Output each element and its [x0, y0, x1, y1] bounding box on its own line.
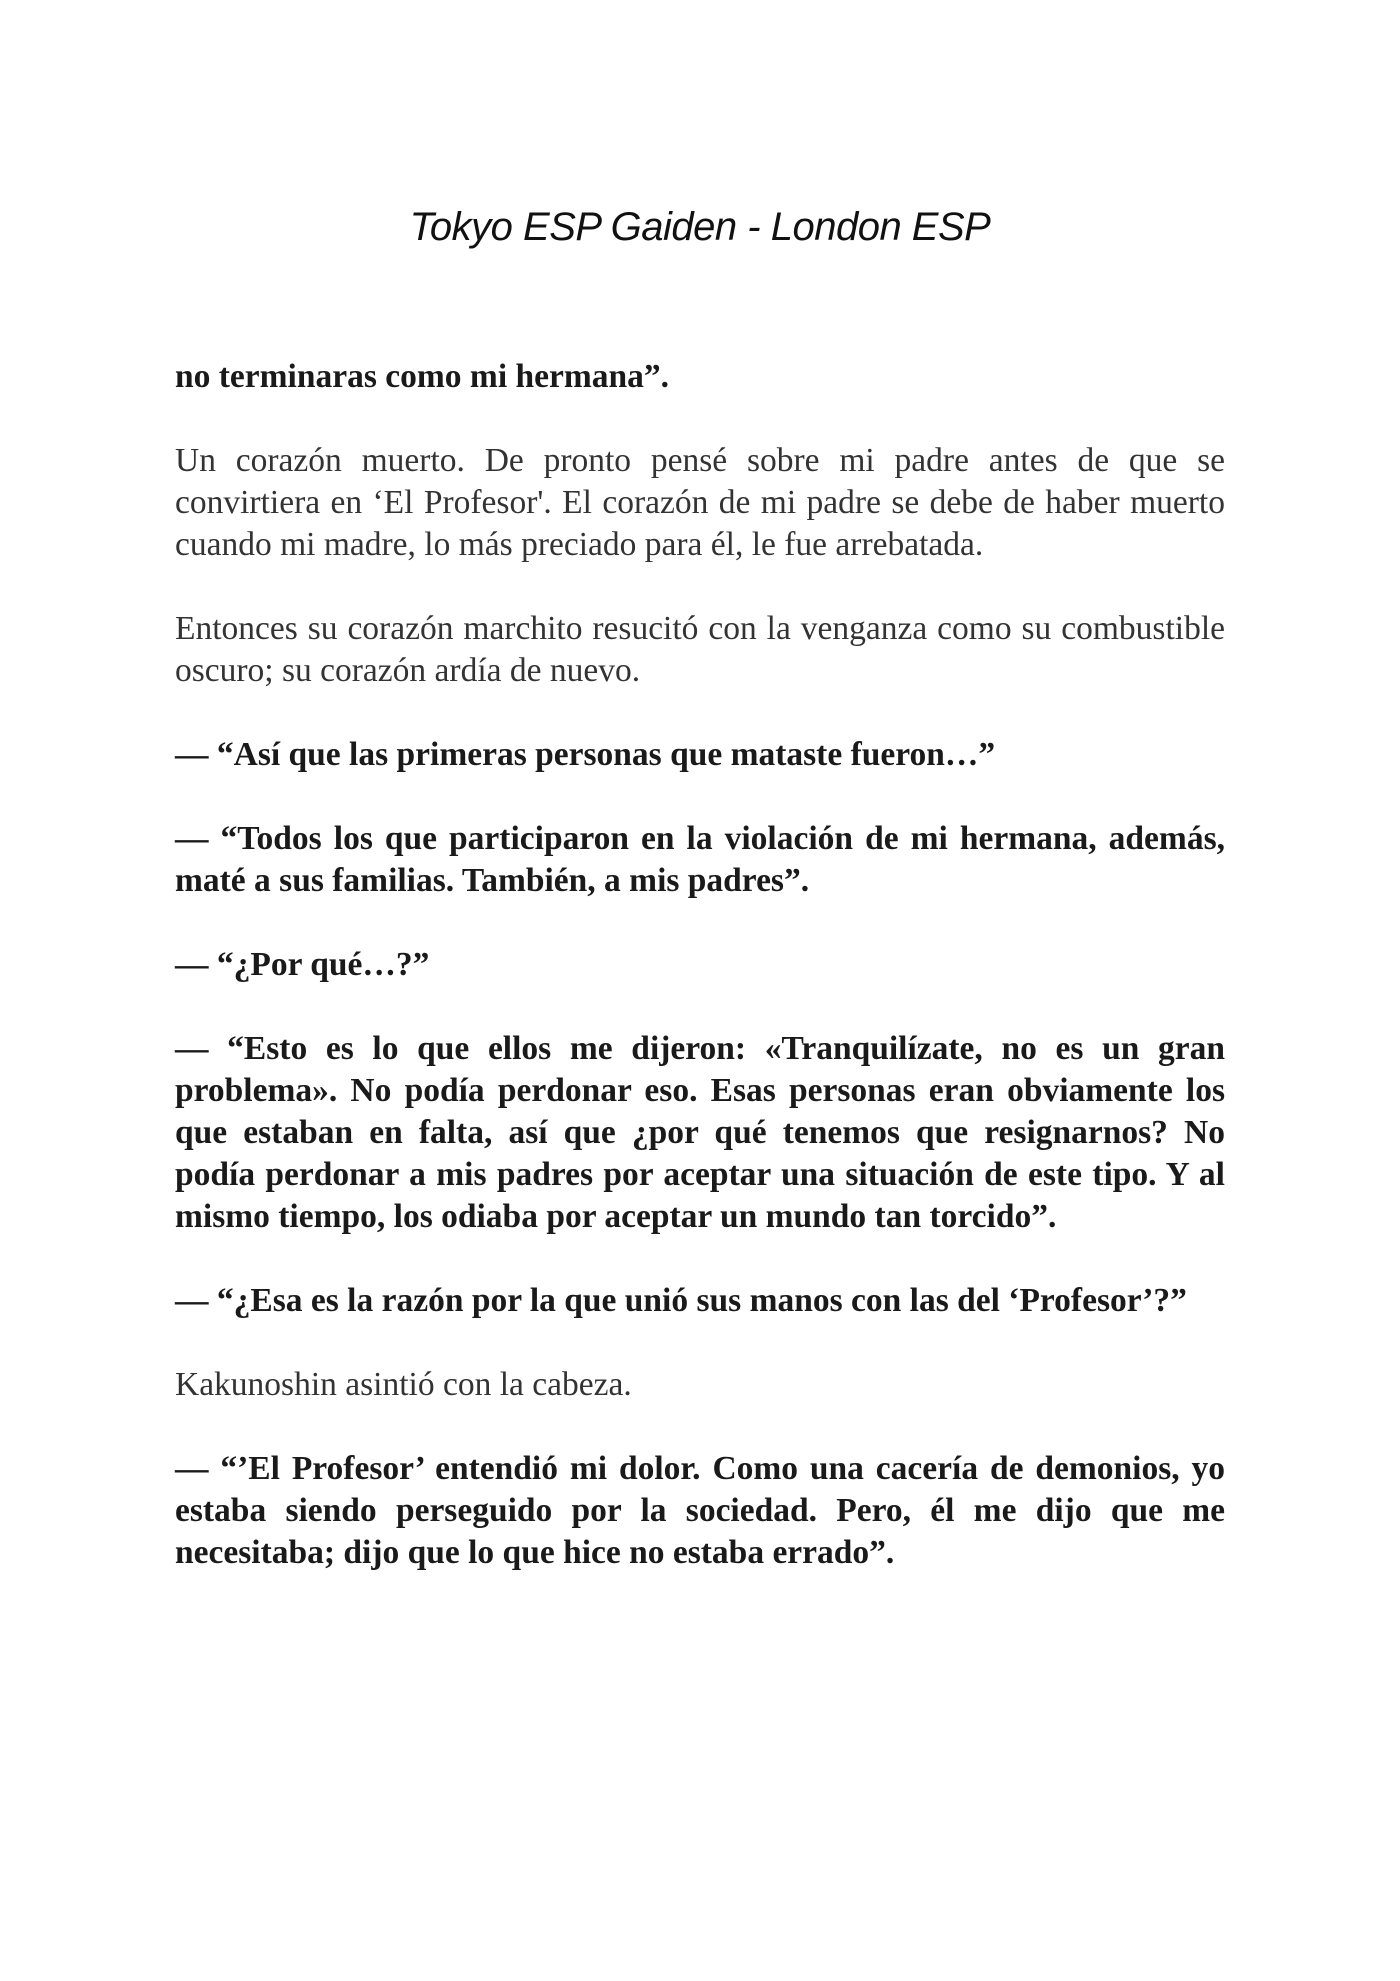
paragraph: Kakunoshin asintió con la cabeza. — [175, 1366, 632, 1403]
dialogue-line: — “¿Esa es la razón por la que unió sus manos con las del ‘Profesor’?” — [175, 1282, 1187, 1319]
dialogue-line: — “Esto es lo que ellos me dijeron: «Tranquilízate, no es un gran problema». No podía perdonar eso. Esas personas eran obviamente los que estaban en falta, así que ¿por qué tenemos que resignarnos? No podía perdonar a mis padres por aceptar una situación de este tipo. Y al mismo tiempo, los odiaba por aceptar un mundo tan torcido”. — [175, 1030, 1225, 1235]
document-body — [175, 356, 1225, 1616]
dialogue-line: — “¿Por qué…?” — [175, 946, 430, 983]
dialogue-line: — “’El Profesor’ entendió mi dolor. Como una cacería de demonios, yo estaba siendo perseguido por la sociedad. Pero, él me dijo que me necesitaba; dijo que lo que hice no estaba errado”. — [175, 1450, 1225, 1571]
dialogue-line: — “Todos los que participaron en la violación de mi hermana, además, maté a sus familias. También, a mis padres”. — [175, 820, 1225, 899]
paragraph: Un corazón muerto. De pronto pensé sobre mi padre antes de que se convirtiera en ‘El Profesor'. El corazón de mi padre se debe de haber muerto cuando mi madre, lo más preciado para él, le fue arrebatada. — [175, 442, 1225, 563]
paragraph: no terminaras como mi hermana”. — [175, 358, 670, 395]
paragraph: Entonces su corazón marchito resucitó con la venganza como su combustible oscuro; su corazón ardía de nuevo. — [175, 610, 1225, 689]
page-header-title: Tokyo ESP Gaiden - London ESP — [409, 205, 991, 249]
dialogue-line: — “Así que las primeras personas que mataste fueron…” — [175, 736, 996, 773]
